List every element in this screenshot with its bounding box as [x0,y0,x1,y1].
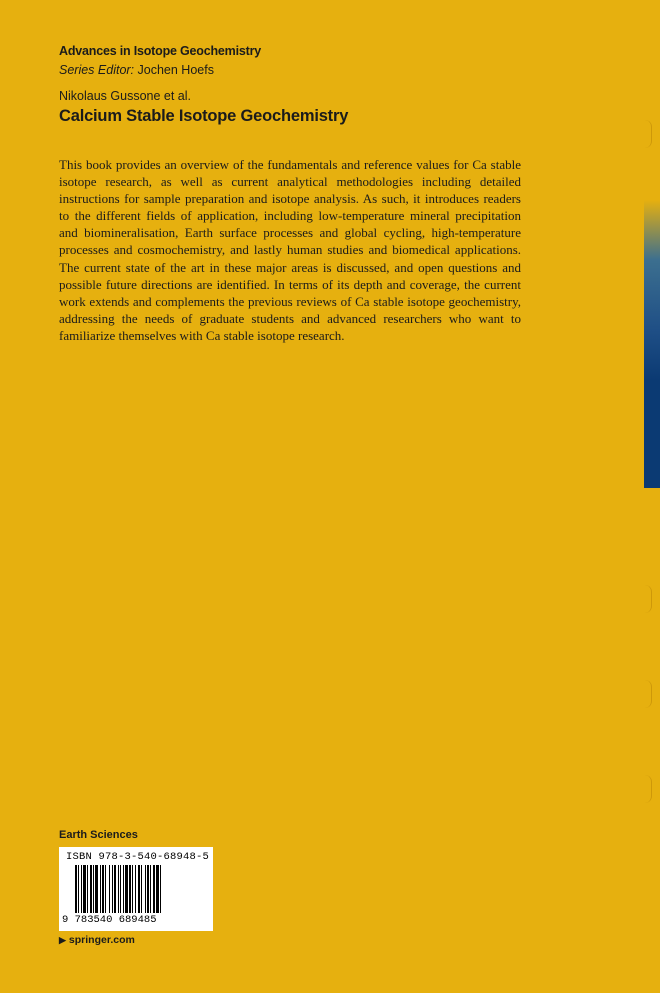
barcode-bar [90,865,92,913]
barcode-bar [120,865,121,913]
barcode-bar [95,865,98,913]
website-url: springer.com [68,934,135,946]
barcode-bar [112,865,113,913]
series-editor-label: Series Editor: [59,63,135,77]
barcode-bar [150,865,151,913]
triangle-right-icon: ▶ [59,935,66,945]
edge-mark [645,680,652,708]
barcode-bar [87,865,88,913]
barcode-bar [105,865,106,913]
isbn-barcode [59,847,213,931]
barcode-bar [160,865,161,913]
barcode-bar [135,865,136,913]
barcode-bar [125,865,128,913]
barcode-bar [118,865,119,913]
series-editor-name: Jochen Hoefs [137,63,214,77]
book-description: This book provides an overview of the fundamentals and reference values for Ca stable isotope research, as well as current analytical methodologies including detailed instructions for sample preparation and isotope analysis. As such, it introduces readers to the different fields of application, including low-temperature mineral precipitation and biomineralisation, Earth surface processes and global cycling, high-temperature processes and cosmochemistry, and lastly human studies and biomedical applications. The current state of the art in these major areas is discussed, and open questions and possible future directions are identified. In terms of its depth and coverage, the current work extends and complements the previous reviews of Ca stable isotope geochemistry, addressing the needs of graduate students and advanced researchers who want to familiarize themselves with Ca stable isotope research. [59,157,521,343]
barcode-bar [141,865,142,913]
barcode-bar [100,865,101,913]
barcode-bar [132,865,133,913]
barcode-bar [102,865,104,913]
barcode-bar [114,865,116,913]
barcode-bar [129,865,131,913]
spine-color-strip [644,0,660,488]
barcode-bars [59,865,213,915]
series-editor [59,63,214,77]
barcode-digits: 9 783540 689485 [62,914,157,926]
barcode-bar [83,865,86,913]
barcode-bar [153,865,155,913]
barcode-bar [156,865,159,913]
barcode-bar [109,865,110,913]
barcode-bar [138,865,140,913]
series-title: Advances in Isotope Geochemistry [59,44,261,58]
barcode-bar [93,865,94,913]
isbn-number: ISBN 978-3-540-68948-5 [66,851,210,863]
barcode-bar [147,865,149,913]
subject-category: Earth Sciences [59,829,138,841]
edge-mark [645,120,652,148]
edge-mark [645,775,652,803]
book-authors: Nikolaus Gussone et al. [59,89,192,103]
edge-mark [645,585,652,613]
barcode-bar [75,865,77,913]
barcode-bar [78,865,79,913]
barcode-bar [145,865,146,913]
barcode-bar [81,865,82,913]
website-link[interactable] [59,934,135,946]
barcode-bar [123,865,124,913]
book-title: Calcium Stable Isotope Geochemistry [59,107,349,125]
